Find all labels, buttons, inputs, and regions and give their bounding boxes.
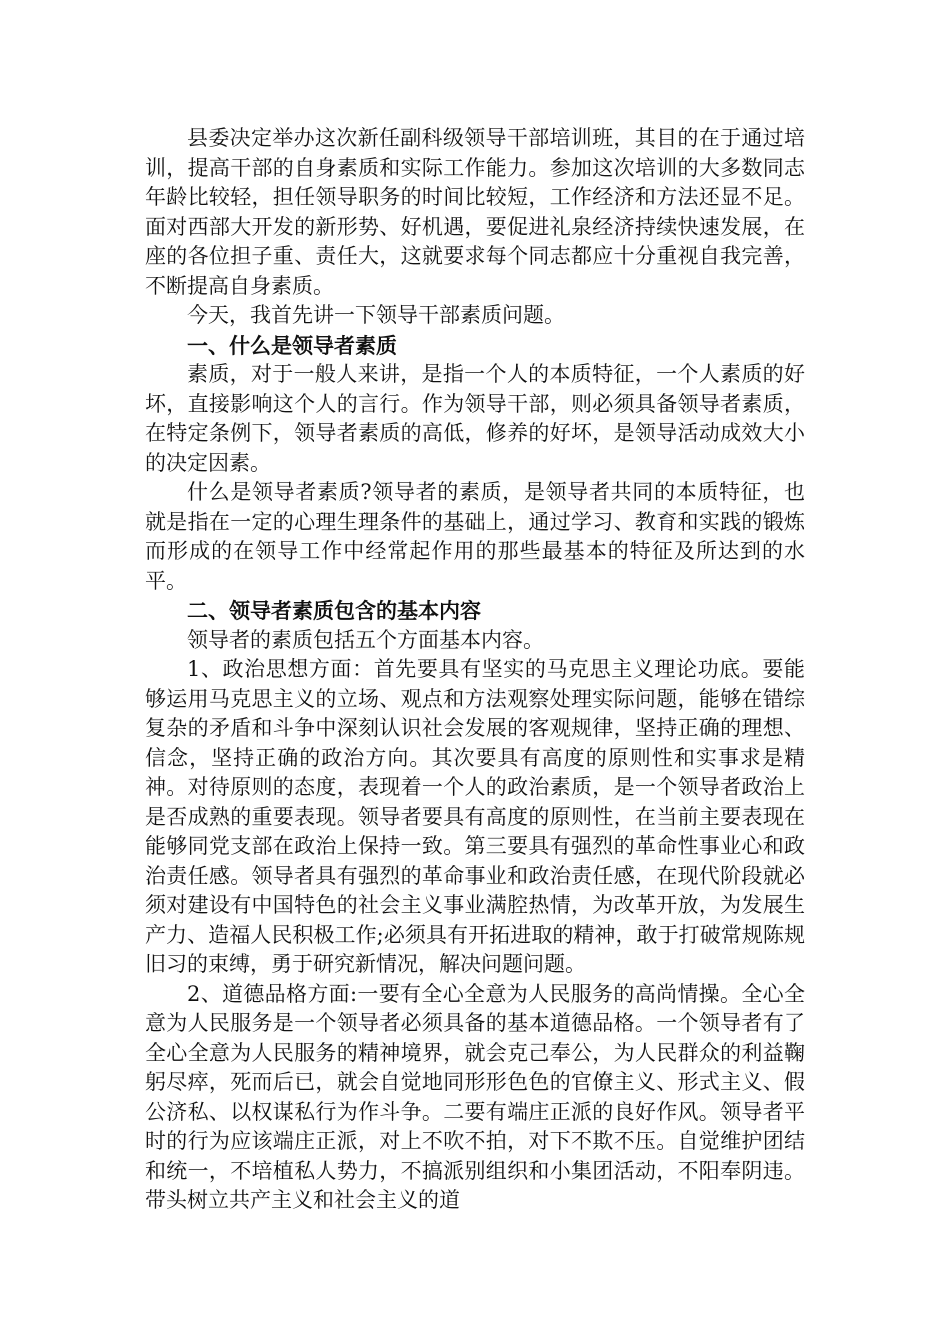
section-heading-1: 一、什么是领导者素质 xyxy=(187,332,397,358)
paragraph-question: 什么是领导者素质?领导者的素质，是领导者共同的本质特征，也就是指在一定的心理生理条件的基础上，通过学习、教育和实践的锻炼而形成的在领导工作中经常起作用的那些最基本的特征及所达到的水平。 xyxy=(145,480,805,593)
paragraph-moral: 2、道德品格方面:一要有全心全意为人民服务的高尚情操。全心全意为人民服务是一个领导者必须具备的基本道德品格。一个领导者有了全心全意为人民服务的精神境界，就会克己奉公，为人民群众的利益鞠躬尽瘁，死而后已，就会自觉地同形形色色的官僚主义、形式主义、假公济私、以权谋私行为作斗争。二要有端庄正派的良好作风。领导者平时的行为应该端庄正派，对上不吹不拍，对下不欺不压。自觉维护团结和统一，不培植私人势力，不搞派别组织和小集团活动，不阳奉阴违。带头树立共产主义和社会主义的道 xyxy=(145,981,805,1212)
paragraph-five-aspects: 领导者的素质包括五个方面基本内容。 xyxy=(187,627,544,652)
section-heading-2: 二、领导者素质包含的基本内容 xyxy=(187,598,481,623)
paragraph-definition: 素质，对于一般人来讲，是指一个人的本质特征，一个人素质的好坏，直接影响这个人的言行。作为领导干部，则必须具备领导者素质，在特定条例下，领导者素质的高低，修养的好坏，是领导活动成效大小的决定因素。 xyxy=(145,362,805,475)
paragraph-political: 1、政治思想方面：首先要具有坚实的马克思主义理论功底。要能够运用马克思主义的立场、观点和方法观察处理实际问题，能够在错综复杂的矛盾和斗争中深刻认识社会发展的客观规律，坚持正确的理想、信念，坚持正确的政治方向。其次要具有高度的原则性和实事求是精神。对待原则的态度，表现着一个人的政治素质，是一个领导者政治上是否成熟的重要表现。领导者要具有高度的原则性，在当前主要表现在能够同党支部在政治上保持一致。第三要具有强烈的革命性事业心和政治责任感。领导者具有强烈的革命事业和政治责任感，在现代阶段就必须对建设有中国特色的社会主义事业满腔热情，为改革开放，为发展生产力、造福人民积极工作;必须具有开拓进取的精神，敢于打破常规陈规旧习的束缚，勇于研究新情况，解决问题问题。 xyxy=(145,657,805,976)
paragraph-intro: 县委决定举办这次新任副科级领导干部培训班，其目的在于通过培训，提高干部的自身素质和实际工作能力。参加这次培训的大多数同志年龄比较轻，担任领导职务的时间比较短，工作经济和方法还显不足。面对西部大开发的新形势、好机遇，要促进礼泉经济持续快速发展，在座的各位担子重、责任大，这就要求每个同志都应十分重视自我完善，不断提高自身素质。 xyxy=(145,126,805,298)
paragraph-topic: 今天，我首先讲一下领导干部素质问题。 xyxy=(187,303,565,327)
document-body xyxy=(145,124,805,1216)
